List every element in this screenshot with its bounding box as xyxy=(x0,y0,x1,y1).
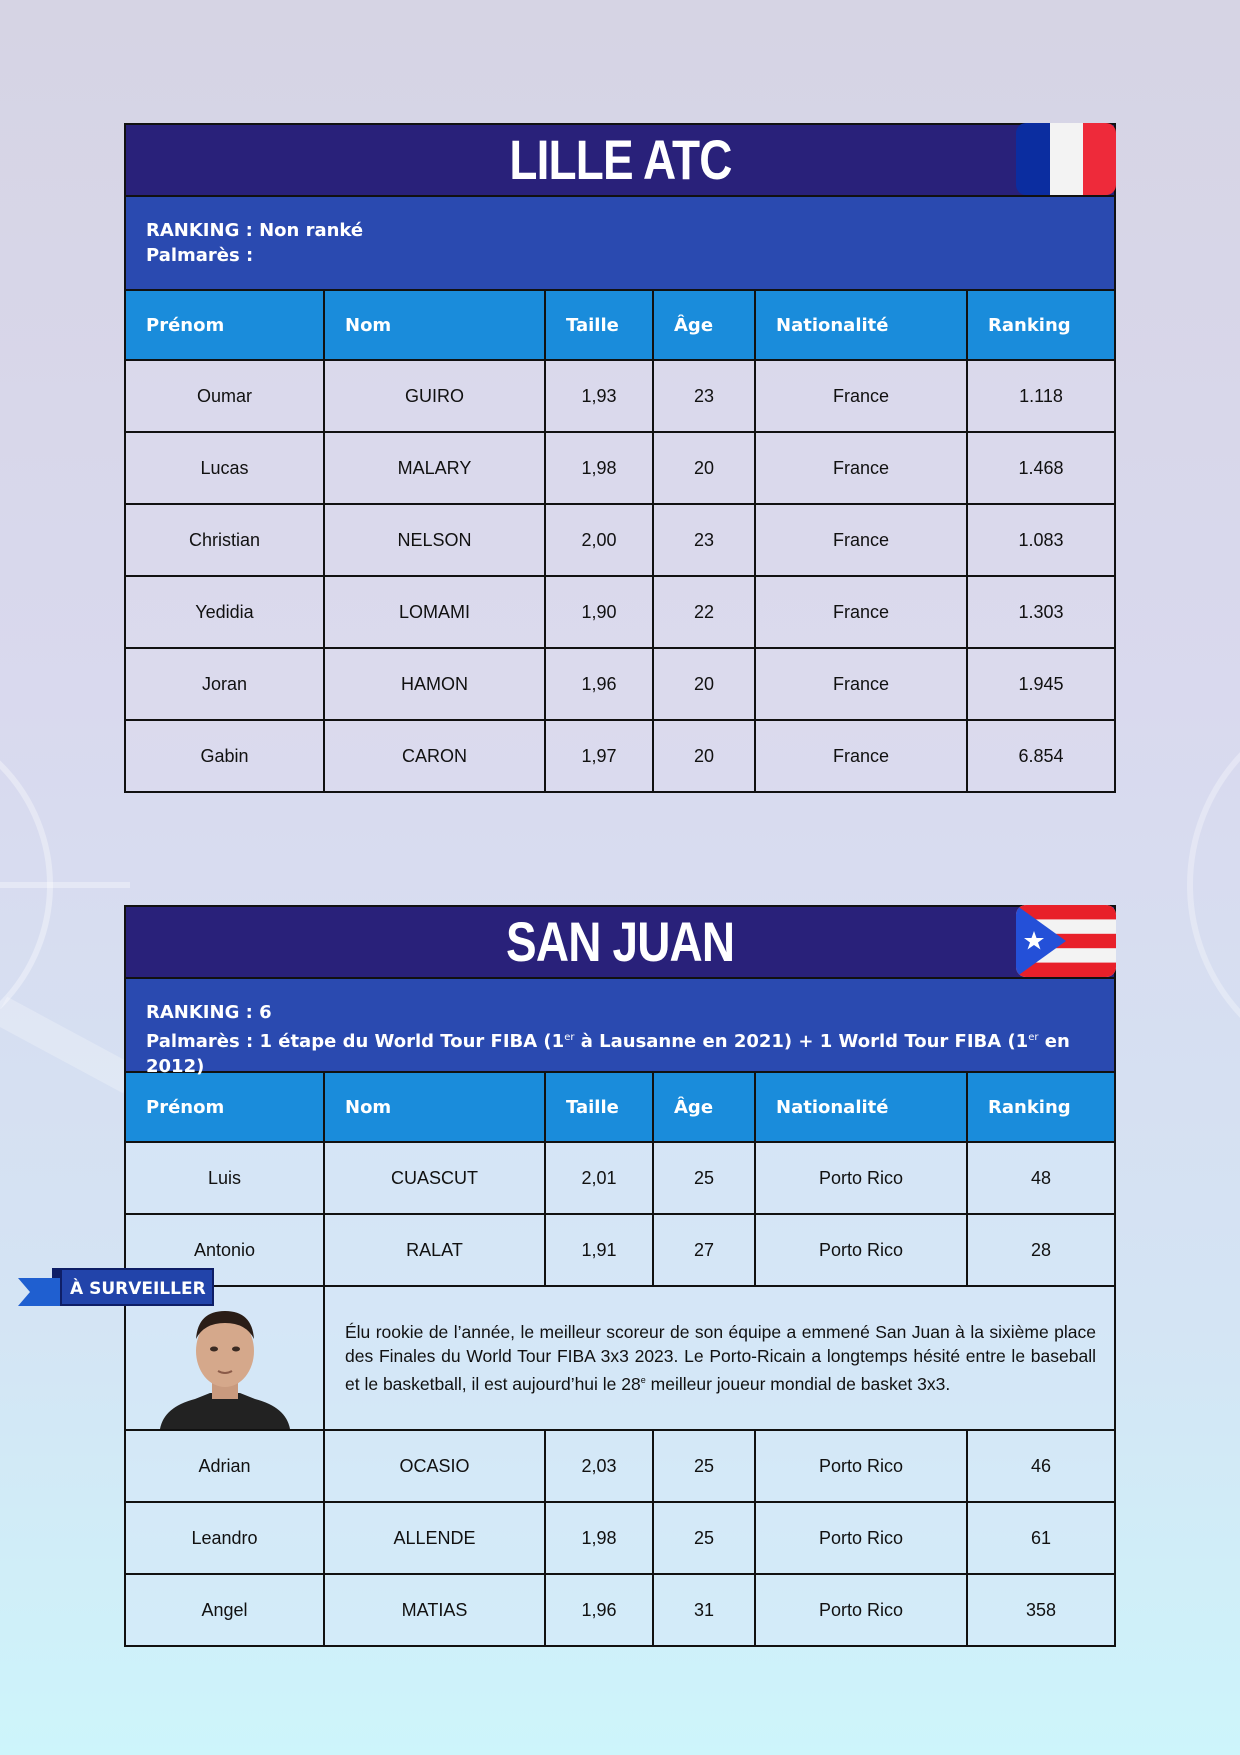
cell: NELSON xyxy=(324,504,545,576)
cell: France xyxy=(755,720,967,791)
table-header-row xyxy=(126,291,1114,360)
cell: 1,91 xyxy=(545,1214,653,1286)
table-row xyxy=(126,720,1114,791)
cell: 20 xyxy=(653,648,755,720)
cell: 25 xyxy=(653,1430,755,1502)
cell: 358 xyxy=(967,1574,1114,1645)
cell: 25 xyxy=(653,1142,755,1214)
cell: Yedidia xyxy=(126,576,324,648)
col-taille: Taille xyxy=(545,1073,653,1142)
col-prenom: Prénom xyxy=(126,291,324,360)
table-row xyxy=(126,360,1114,432)
cell: CUASCUT xyxy=(324,1142,545,1214)
cell: LOMAMI xyxy=(324,576,545,648)
spotlight-description: Élu rookie de l’année, le meilleur scoreur de son équipe a emmené San Juan à la sixième place des Finales du World Tour FIBA 3x3 2023. Le Porto-Ricain a longtemps hésité entre le baseball et le basketball, il est aujourd’hui le 28e meilleur joueur mondial de basket 3x3. xyxy=(324,1286,1114,1430)
cell: 1,96 xyxy=(545,648,653,720)
france-flag-icon xyxy=(1016,123,1116,195)
table-row xyxy=(126,1430,1114,1502)
cell: 1.303 xyxy=(967,576,1114,648)
cell: 23 xyxy=(653,360,755,432)
cell: 6.854 xyxy=(967,720,1114,791)
cell: 1.118 xyxy=(967,360,1114,432)
cell: Christian xyxy=(126,504,324,576)
ranking-line: RANKING : 6 xyxy=(146,1002,272,1023)
cell: MATIAS xyxy=(324,1574,545,1645)
cell: 1.945 xyxy=(967,648,1114,720)
cell: 28 xyxy=(967,1214,1114,1286)
cell: France xyxy=(755,360,967,432)
col-nom: Nom xyxy=(324,1073,545,1142)
cell: 31 xyxy=(653,1574,755,1645)
cell: Joran xyxy=(126,648,324,720)
cell: 61 xyxy=(967,1502,1114,1574)
col-taille: Taille xyxy=(545,291,653,360)
table-row xyxy=(126,504,1114,576)
ranking-line: RANKING : Non ranké xyxy=(146,220,364,241)
team-name: SAN JUAN xyxy=(505,910,735,973)
watch-badge-label: À SURVEILLER xyxy=(60,1268,214,1306)
team-card-lille xyxy=(124,123,1116,793)
cell: Porto Rico xyxy=(755,1214,967,1286)
table-row xyxy=(126,1502,1114,1574)
col-nationalite: Nationalité xyxy=(755,291,967,360)
cell: 1.468 xyxy=(967,432,1114,504)
spotlight-row xyxy=(126,1286,1114,1430)
cell: France xyxy=(755,576,967,648)
ribbon-tail-icon xyxy=(18,1268,64,1306)
cell: Gabin xyxy=(126,720,324,791)
cell: Porto Rico xyxy=(755,1574,967,1645)
team-info xyxy=(126,197,1114,291)
puerto-rico-flag-icon xyxy=(1016,905,1116,977)
cell: 1.083 xyxy=(967,504,1114,576)
palmares-line: Palmarès : xyxy=(146,245,254,266)
cell: 25 xyxy=(653,1502,755,1574)
cell: 23 xyxy=(653,504,755,576)
cell: 27 xyxy=(653,1214,755,1286)
team-title xyxy=(126,907,1114,979)
table-row xyxy=(126,576,1114,648)
cell: 1,98 xyxy=(545,432,653,504)
col-prenom: Prénom xyxy=(126,1073,324,1142)
cell: Luis xyxy=(126,1142,324,1214)
cell: France xyxy=(755,504,967,576)
cell: Oumar xyxy=(126,360,324,432)
cell: RALAT xyxy=(324,1214,545,1286)
roster-table xyxy=(126,291,1114,791)
cell: ALLENDE xyxy=(324,1502,545,1574)
col-ranking: Ranking xyxy=(967,291,1114,360)
cell: 1,93 xyxy=(545,360,653,432)
cell: 46 xyxy=(967,1430,1114,1502)
cell: GUIRO xyxy=(324,360,545,432)
col-age: Âge xyxy=(653,291,755,360)
table-row xyxy=(126,1214,1114,1286)
col-ranking: Ranking xyxy=(967,1073,1114,1142)
cell: 1,96 xyxy=(545,1574,653,1645)
cell: 20 xyxy=(653,432,755,504)
cell: OCASIO xyxy=(324,1430,545,1502)
cell: MALARY xyxy=(324,432,545,504)
cell: France xyxy=(755,648,967,720)
table-header-row xyxy=(126,1073,1114,1142)
player-photo xyxy=(150,1289,300,1429)
roster-table xyxy=(126,1073,1114,1645)
cell: 20 xyxy=(653,720,755,791)
cell: 2,03 xyxy=(545,1430,653,1502)
cell: 2,01 xyxy=(545,1142,653,1214)
cell: Lucas xyxy=(126,432,324,504)
cell: Antonio xyxy=(126,1214,324,1286)
cell: CARON xyxy=(324,720,545,791)
palmares-line: Palmarès : 1 étape du World Tour FIBA (1er à Lausanne en 2021) + 1 World Tour FIBA (1er en 2012) xyxy=(146,1031,1070,1077)
cell: 1,90 xyxy=(545,576,653,648)
cell: Porto Rico xyxy=(755,1142,967,1214)
cell: Porto Rico xyxy=(755,1502,967,1574)
cell: HAMON xyxy=(324,648,545,720)
cell: Angel xyxy=(126,1574,324,1645)
cell: Adrian xyxy=(126,1430,324,1502)
col-age: Âge xyxy=(653,1073,755,1142)
table-row xyxy=(126,648,1114,720)
cell: 2,00 xyxy=(545,504,653,576)
table-row xyxy=(126,1574,1114,1645)
cell: France xyxy=(755,432,967,504)
table-row xyxy=(126,432,1114,504)
cell: 22 xyxy=(653,576,755,648)
team-title xyxy=(126,125,1114,197)
cell: 48 xyxy=(967,1142,1114,1214)
cell: Leandro xyxy=(126,1502,324,1574)
team-card-san-juan xyxy=(124,905,1116,1647)
cell: 1,97 xyxy=(545,720,653,791)
cell: 1,98 xyxy=(545,1502,653,1574)
team-info xyxy=(126,979,1114,1077)
watch-badge xyxy=(18,1268,214,1306)
table-row xyxy=(126,1142,1114,1214)
col-nom: Nom xyxy=(324,291,545,360)
cell: Porto Rico xyxy=(755,1430,967,1502)
col-nationalite: Nationalité xyxy=(755,1073,967,1142)
team-name: LILLE ATC xyxy=(508,128,732,191)
